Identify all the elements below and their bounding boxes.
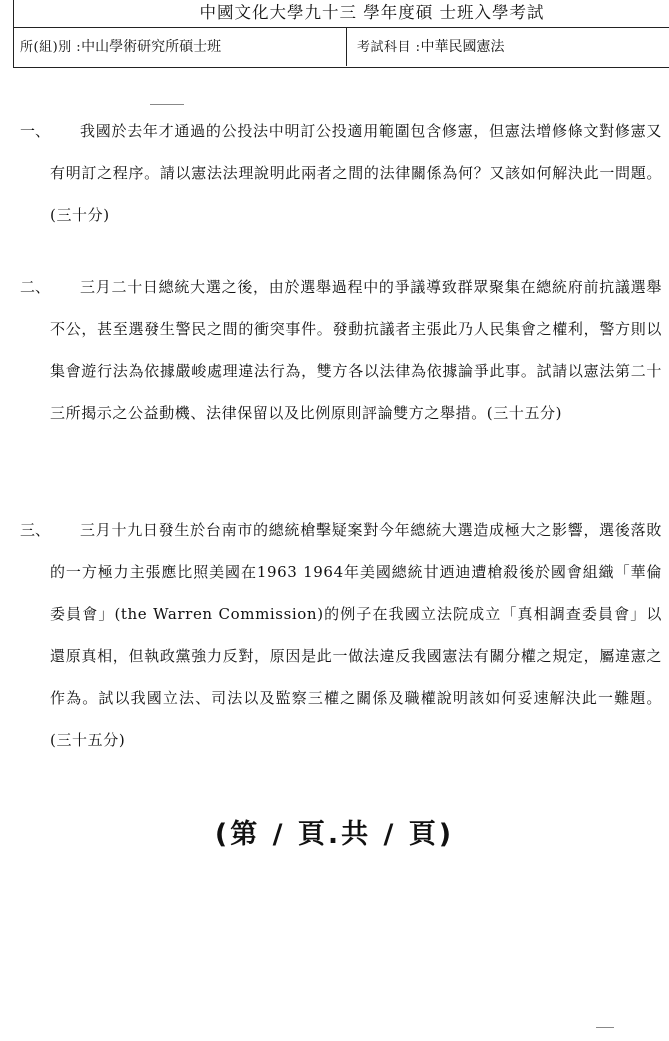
exam-title: 中國文化大學九十三 學年度碩 士班入學考試: [14, 0, 669, 28]
question-2-number: 二、: [20, 278, 51, 296]
scan-speck: [150, 104, 184, 105]
department-label: 所(組)別 :: [20, 40, 82, 55]
question-1-text: 我國於去年才通過的公投法中明訂公投適用範圍包含修憲，但憲法增修條文對修憲又有明訂之程序。請以憲法法理說明此兩者之間的法律關係為何？又該如何解決此一問題。(三十分): [50, 122, 662, 224]
department-cell: [20, 28, 350, 66]
question-3-number: 三、: [20, 521, 51, 539]
question-1-number: 一、: [20, 122, 51, 140]
header-info-row: [14, 28, 669, 66]
subject-cell: [346, 28, 666, 66]
subject-label: 考試科目 :: [357, 40, 421, 55]
exam-header: [13, 0, 669, 68]
scan-speck: [596, 1027, 614, 1028]
subject-value: 中華民國憲法: [420, 39, 505, 55]
page-number-footer: (第 / 頁.共 / 頁): [214, 819, 455, 850]
department-value: 中山學術研究所碩士班: [81, 39, 222, 55]
question-2-text: 三月二十日總統大選之後，由於選舉過程中的爭議導致群眾聚集在總統府前抗議選舉不公，甚至選發生警民之間的衝突事件。發動抗議者主張此乃人民集會之權利，警方則以集會遊行法為依據嚴峻處理違法行為，雙方各以法律為依據論爭此事。試請以憲法第二十三所揭示之公益動機、法律保留以及比例原則評論雙方之舉措。(三十五分): [50, 278, 662, 422]
question-3-text: 三月十九日發生於台南市的總統槍擊疑案對今年總統大選造成極大之影響，選後落敗的一方極力主張應比照美國在1963 1964年美國總統甘迺迪遭槍殺後於國會組織「華倫委員會」(the Warren Commission)的例子在我國立法院成立「真相調查委員會」以還原真相，但執政黨強力反對，原因是此一做法違反我國憲法有關分權之規定，屬違憲之作為。試以我國立法、司法以及監察三權之關係及職權說明該如何妥速解決此一難題。(三十五分): [50, 521, 662, 749]
